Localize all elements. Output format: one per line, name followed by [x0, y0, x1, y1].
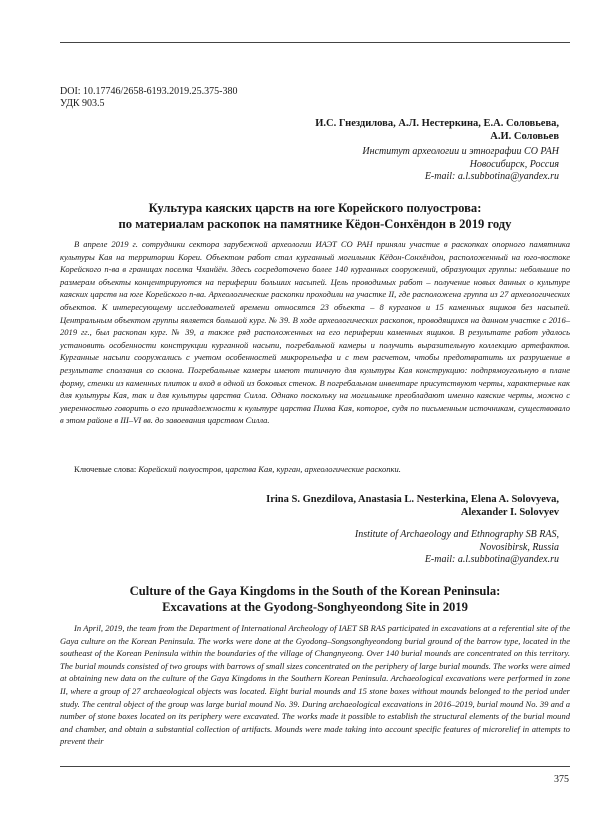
ru-title-line: Культура каяских царств на юге Корейского полуострова: [148, 201, 482, 215]
en-title-line: Excavations at the Gyodong-Songhyeondong Site in 2019 [162, 599, 468, 614]
ru-affiliation-institute: Институт археологии и этнографии СО РАН [362, 146, 559, 157]
en-authors-line: Irina S. Gnezdilova, Anastasia L. Nesterkina, Elena A. Solovyeva, [266, 494, 559, 505]
en-title [60, 584, 570, 615]
ru-title-line: по материалам раскопок на памятнике Кёдон-Сонхёндон в 2019 году [118, 216, 512, 231]
doi-line: DOI: 10.17746/2658-6193.2019.25.375-380 [60, 86, 238, 97]
ru-affiliation-city: Новосибирск, Россия [469, 158, 559, 170]
en-affiliation-city: Novosibirsk, Russia [479, 541, 559, 553]
page-number: 375 [554, 774, 569, 785]
en-affiliation-email: E-mail: a.l.subbotina@yandex.ru [424, 554, 559, 565]
udc-line: УДК 903.5 [60, 98, 105, 109]
ru-title [60, 201, 570, 232]
en-title-line: Culture of the Gaya Kingdoms in the South of the Korean Peninsula: [129, 584, 501, 598]
en-authors [266, 493, 559, 519]
en-authors-line: Alexander I. Solovyev [460, 507, 559, 518]
ru-affiliation [362, 146, 559, 184]
header-rule [60, 42, 570, 43]
ru-keywords [74, 463, 570, 475]
ru-affiliation-email: E-mail: a.l.subbotina@yandex.ru [424, 171, 559, 182]
en-affiliation-institute: Institute of Archaeology and Ethnography SB RAS, [354, 529, 559, 540]
keywords-label: Ключевые слова: [74, 464, 137, 474]
ru-abstract: В апреле 2019 г. сотрудники сектора зарубежной археологии ИАЭТ СО РАН приняли участие в раскопках опорного памятника культуры Кая на территории Кореи. Объектом работ стал курганный могильник Кёдон-Сонхёндон, расположенный на юго-востоке Корейского п-ва в границах поселка Чханйён. Здесь сосредоточено более 140 курганных сооружений, образующих группы: небольшие по размерам объекты концентрируются на периферии больших насыпей. Цель проводимых работ – получение новых данных о культуре каяских царств на юге Корейского п-ва. Археологические раскопки проходили на участке II, где расположена группа из 27 археологических объектов. К интересующему исследователей времени относятся 23 объекта – 8 курганов и 15 каменных ящиков без насыпей. Центральным объектом группы является большой кург. № 39. В ходе археологических раскопок, проводящихся на данном участке с 2016–2019 гг., был раскопан кург. № 39, а также ряд расположенных на его периферии каменных ящиков. В результате работ удалось установить особенности конструкции курганной насыпи, погребальной камеры и получить выразительную коллекцию артефактов. Курганные насыпи сооружались с учетом особенностей микрорельефа и с тем расчетом, чтобы предотвратить их разрушение в результате сползания со склона. Погребальные камеры имеют типичную для культуры Кая конструкцию: подпрямоугольную в плане форму, стенки из каменных плиток и вход в одной из боковых стенок. В погребальном инвентаре присутствуют черты, характерные как для культуры Кая, так и для культуры царства Силла. Однако поскольку на могильнике преобладают именно каяские черты, можно с уверенностью говорить о его принадлежности к культуре царства Пихва Кая, которое, судя по письменным источникам, существовало в этом районе в III–VI вв. до завоевания царством Силла. [60, 239, 570, 426]
en-abstract: In April, 2019, the team from the Department of International Archeology of IAET SB RAS participated in excavations at a referential site of the Gaya culture on the Korean Peninsula. The works were done at the Gyodong–Songsonghyeondong burial ground of the barrow type, located in the southeast of the Korean Peninsula within the boundaries of the village of Changnyeong. Over 140 burial mounds are concentrated on this territory. The burial mounds consisted of two groups with barrows of small sizes concentrated on the periphery of large burial mounds. The works were aimed at obtaining new data on the culture of the Gaya Kingdoms in the Southern Korean Peninsula. Archaeological excavations were performed in zone II, where a group of 27 archaeological objects was located. Eight burial mounds and 15 stone boxes without mounds belonged to the period under study. The central object of the group was large burial mound No. 39. During archaeological excavations in 2016–2019, burial mound No. 39 and a number of stone boxes located on its periphery were excavated. The works made it possible to establish the structural elements of the burial mound and chamber, and obtain a substantial collection of artifacts. Mounds were made taking into account specific features of microrelief in attempts to prevent their [60, 623, 570, 747]
ru-authors-line: А.И. Соловьев [490, 131, 559, 142]
ru-authors-line: И.С. Гнездилова, А.Л. Нестеркина, Е.А. Соловьева, [315, 118, 559, 129]
keywords-value: Корейский полуостров, царства Кая, курган, археологические раскопки. [138, 464, 401, 474]
en-affiliation [355, 529, 559, 567]
ru-authors [315, 117, 559, 143]
footer-rule [60, 766, 570, 767]
